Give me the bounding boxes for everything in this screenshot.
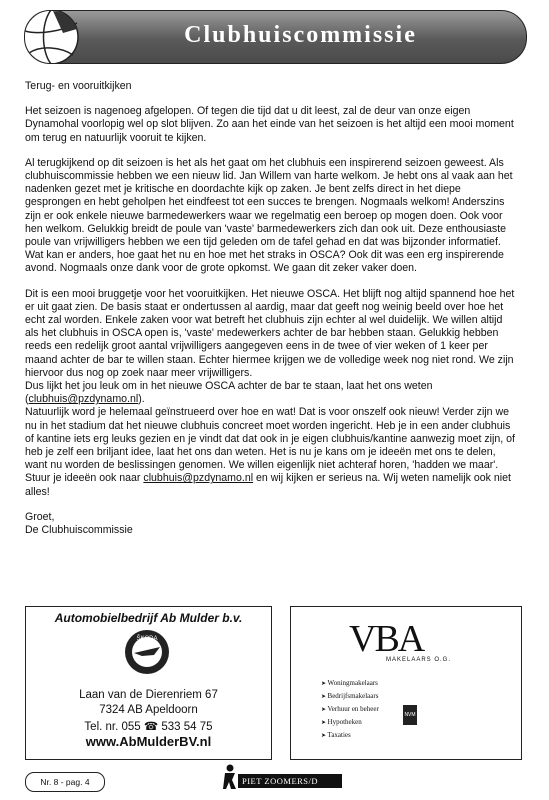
email-link-1[interactable]: clubhuis@pzdynamo.nl <box>28 393 139 406</box>
sponsor-name: PIET ZOOMERS/D <box>238 774 342 788</box>
ad-left-title: Automobielbedrijf Ab Mulder b.v. <box>54 611 243 625</box>
ad-left-phone: Tel. nr. 055 ☎ 533 54 75 <box>84 721 213 733</box>
ad-left-url[interactable]: www.AbMulderBV.nl <box>85 734 212 749</box>
paragraph-4 <box>25 380 515 406</box>
paragraph-4-end: ). <box>138 393 145 406</box>
closing: Groet, <box>25 510 55 523</box>
service-item: ➤ Taxaties <box>321 729 379 742</box>
sponsor-logo-icon <box>222 764 238 790</box>
page-number: Nr. 8 - pag. 4 <box>25 772 105 792</box>
ad-ab-mulder <box>25 606 272 760</box>
article <box>25 80 515 549</box>
service-item: ➤ Woningmakelaars <box>321 677 379 690</box>
nvm-logo: NVM <box>403 705 417 725</box>
vba-logo: VBA <box>349 618 424 660</box>
paragraph-1: Het seizoen is nagenoeg afgelopen. Of tegen die tijd dat u dit leest, zal de deur van onze eigen Dynamohal voorlopig wel op slot blijven. Zo aan het einde van het seizoen is het altijd een mooi moment om terug en natuurlijk vooruit te kijken. <box>25 105 514 144</box>
paragraph-2: Al terugkijkend op dit seizoen is het als het gaat om het clubhuis een inspirerend seizoen geweest. Als clubhuiscommissie hebben we een nieuw lid. Jan Willem van harte welkom. Je hebt ons al vaak aan het nadenken gezet met je kritische en doordachte kijk op zaken. Je bent zelfs direct in het diepe gesprongen en hebt geholpen het eindfeest tot een succes te brengen. Nogmaals welkom! Anderszins zijn er ook enkele nieuwe barmedewerkers waar we regelmatig een beroep op mogen doen. Ook voor hen welkom. Gelukkig breidt de poule van 'vaste' barmedewerkers zich dan ook uit. Deze enthousiaste poule van vrijwilligers hebben we een tijd geleden om de tafel gehad en dat was bijzonder informatief. Wat kan er anders, hoe gaat het nu en hoe met het straks in OSCA? Ook dit was een erg inspirerende avond. Nogmaals onze dank voor de grote opkomst. We gaan dit zeker vaker doen. <box>25 156 513 275</box>
signature: De Clubhuiscommissie <box>25 524 133 537</box>
vba-subtitle: MAKELAARS O.G. <box>386 657 452 663</box>
paragraph-3: Dit is een mooi bruggetje voor het vooruitkijken. Het nieuwe OSCA. Het blijft nog altijd spannend hoe het er uit gaat zien. De basis staat er ondertussen al aardig, maar dat geeft nog weinig beeld over hoe het echt zal worden. Enkele zaken voor wat betreft het clubhuis zijn echter al wel duidelijk. We willen altijd als het clubhuis in OSCA open is, 'vaste' medewerkers achter de bar hebben staan. Gelukkig hebben reeds een redelijk groot aantal vrijwilligers aangegeven eens in de twee of vier weken of 1 keer per maand achter de bar te willen staan. Echter hiermee krijgen we de volledige week nog niet rond. We zijn hiervoor dus nog op zoek naar meer vrijwilligers. <box>25 287 515 379</box>
paragraph-5 <box>25 406 515 498</box>
service-item: ➤ Verhuur en beheer <box>321 703 379 716</box>
vba-services <box>321 677 379 742</box>
page-header <box>24 10 527 64</box>
paragraph-4-text: Dus lijkt het jou leuk om in het nieuwe OSCA achter de bar te staan, laat het ons weten ( <box>25 380 433 406</box>
ad-left-city: 7324 AB Apeldoorn <box>99 704 198 716</box>
page-title: Clubhuiscommissie <box>184 22 417 48</box>
paragraph-5-text: Natuurlijk word je helemaal geïnstrueerd over hoe en wat! Dat is voor onszelf ook nieuw! Verder zijn we nu in het stadium dat het nieuwe clubhuis concreet moet worden ingericht. Heb je in een ander clubhuis of kantine iets erg leuks gezien en je vindt dat dat ook in je eigen clubhuis/kantine aanwezig moet zijn, of heb je zelf een briljant idee, laat het ons dan weten. Het is nu je kans om je ideeën met ons te delen, want nu worden de beslissingen genomen. We willen eigenlijk niet achteraf horen, 'hadden we maar'. Stuur je ideeën ook naar <box>25 406 515 485</box>
paragraph-5-end: en wij kijken er serieus na. Wij weten namelijk ook niet alles! <box>25 472 511 498</box>
service-item: ➤ Hypotheken <box>321 716 379 729</box>
skoda-logo <box>124 629 170 675</box>
volleyball-icon <box>24 10 79 64</box>
article-heading: Terug- en vooruitkijken <box>25 80 132 92</box>
ad-vba <box>290 606 522 760</box>
skoda-logo-text: ŠKODA <box>136 636 158 642</box>
ad-left-address: Laan van de Dierenriem 67 <box>79 689 218 701</box>
service-item: ➤ Bedrijfsmakelaars <box>321 690 379 703</box>
email-link-2[interactable]: clubhuis@pzdynamo.nl <box>143 472 254 485</box>
